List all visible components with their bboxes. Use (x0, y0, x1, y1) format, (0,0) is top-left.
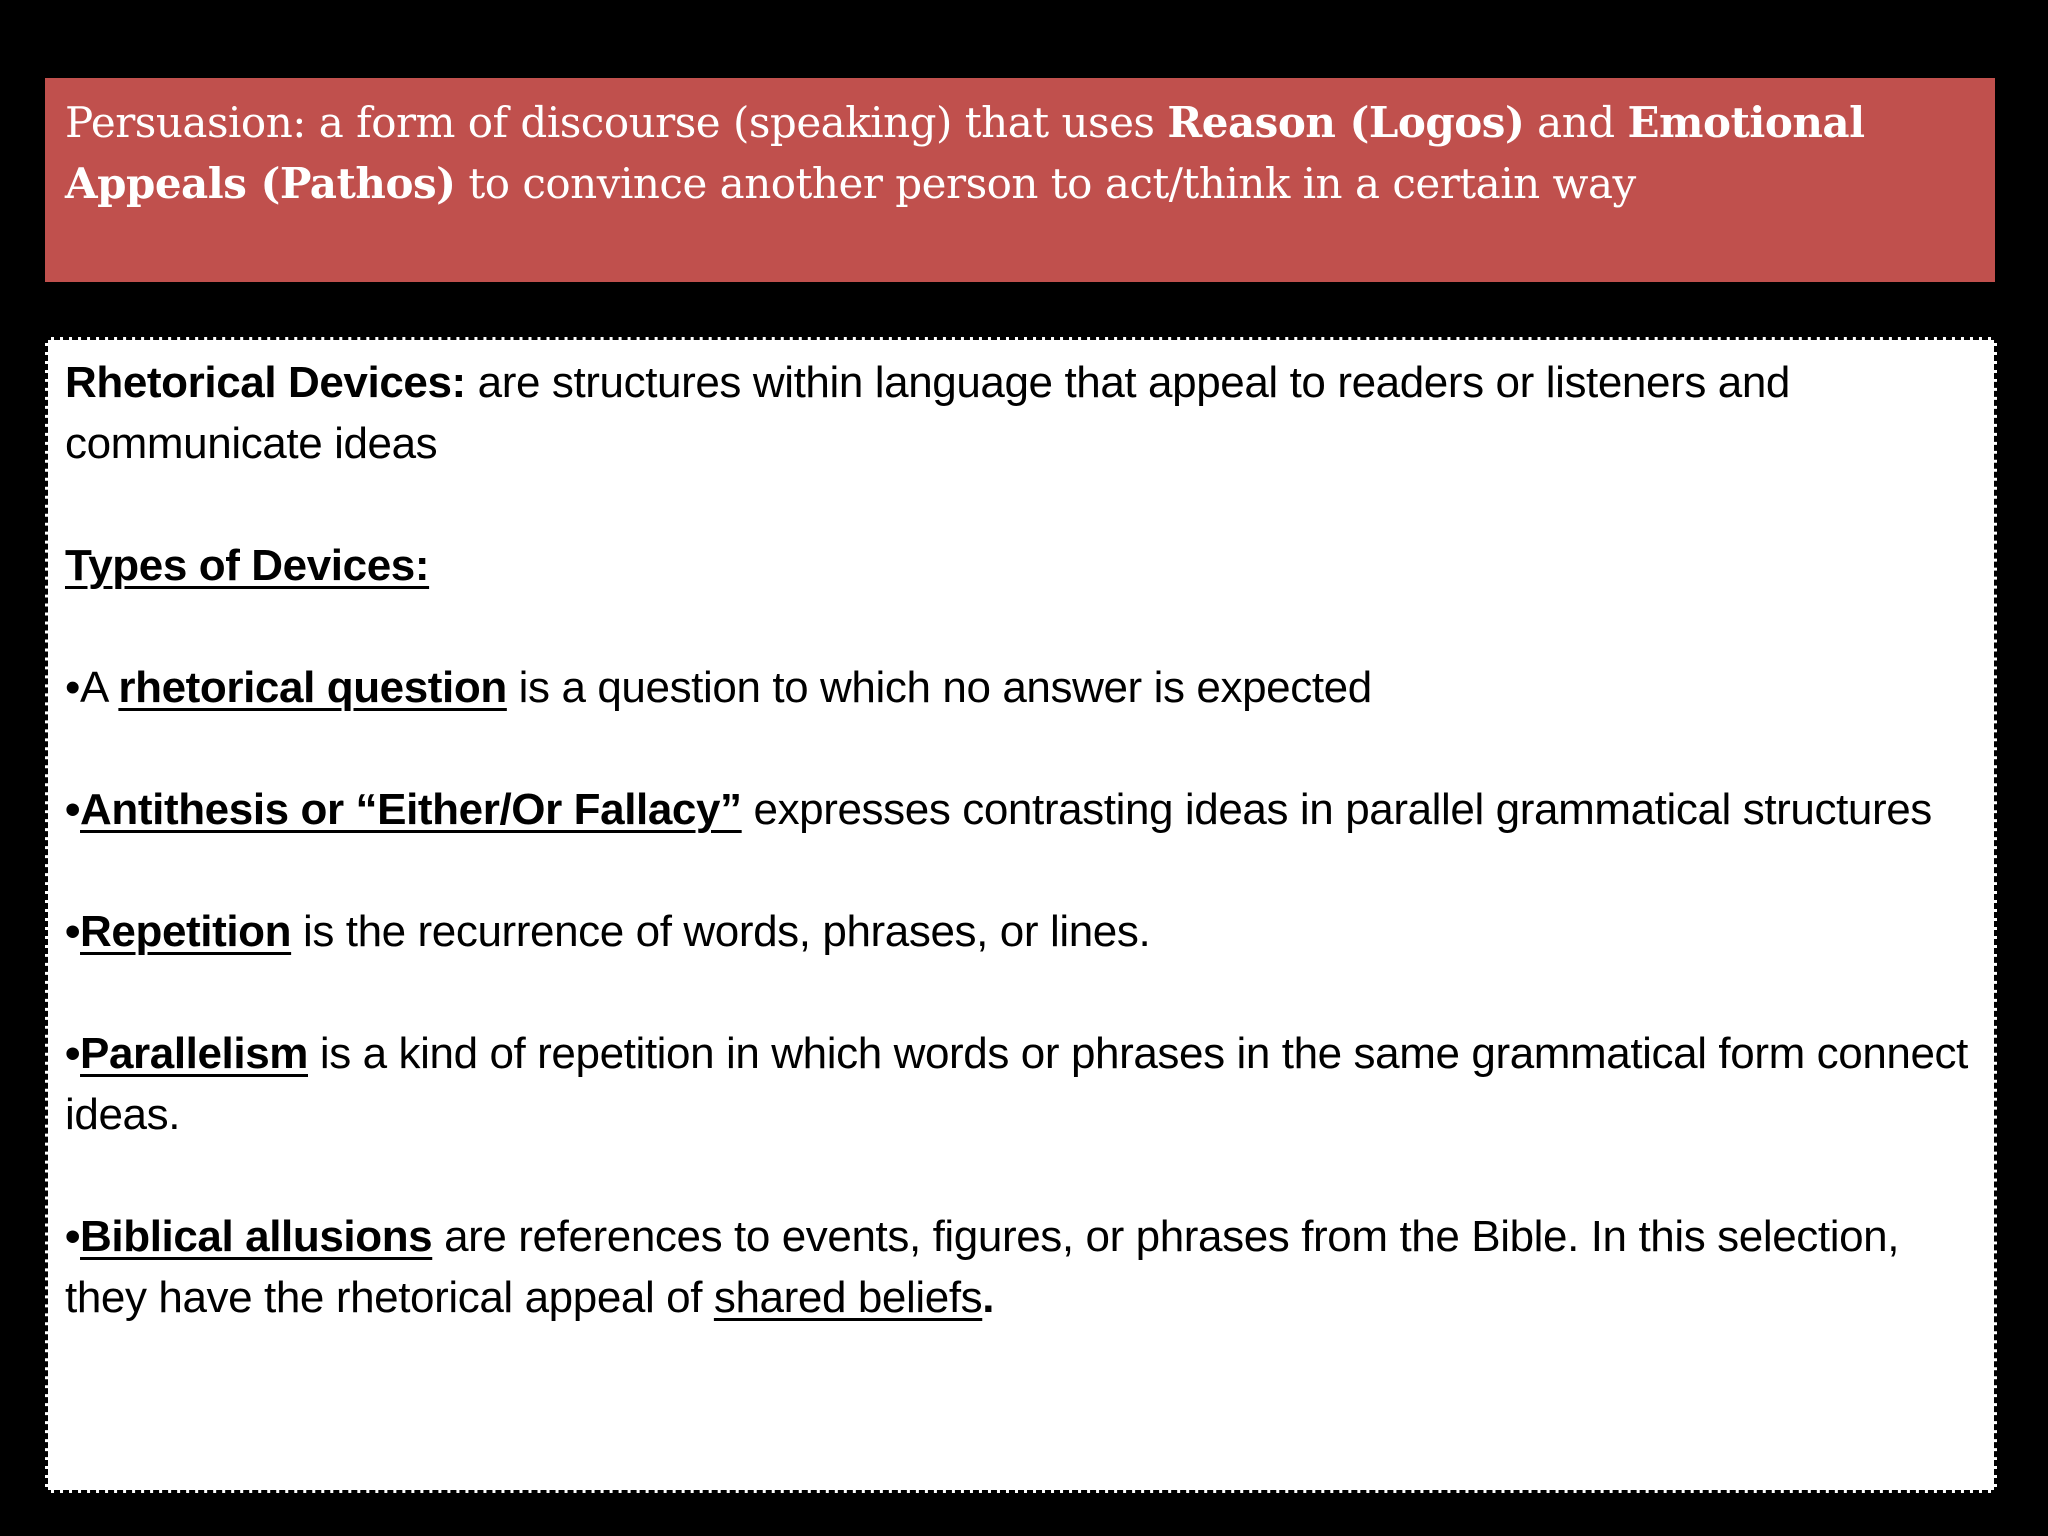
persuasion-definition (65, 92, 1975, 214)
banner-term-pathos: Emotional Appeals (Pathos) (65, 98, 1865, 208)
device-term: Repetition (80, 907, 292, 956)
types-heading-text: Types of Devices: (65, 541, 430, 590)
device-term: Biblical allusions (80, 1212, 433, 1261)
device-item (65, 657, 1977, 718)
device-item (65, 901, 1977, 962)
device-term: Antithesis or “Either/Or Fallacy” (80, 785, 742, 834)
device-text: are references to events, figures, or phrases from the Bible. In this selection, they have the rhetorical appeal of (65, 1212, 1900, 1322)
definition-text: are structures within language that appeal to readers or listeners and communicate ideas (65, 358, 1790, 468)
banner-mid: and (1524, 98, 1628, 147)
device-text: is a kind of repetition in which words or phrases in the same grammatical form connect ideas. (65, 1029, 1968, 1139)
banner-intro: Persuasion: a form of discourse (speaking) that uses (65, 98, 1168, 147)
device-term: Parallelism (80, 1029, 308, 1078)
device-term: rhetorical question (118, 663, 507, 712)
banner-term-logos: Reason (Logos) (1167, 98, 1525, 147)
device-item (65, 1023, 1977, 1145)
device-item (65, 1206, 1977, 1328)
shared-beliefs-phrase: shared beliefs (713, 1273, 983, 1322)
device-end: . (982, 1273, 995, 1322)
rhetorical-devices-definition (65, 352, 1977, 474)
types-heading (65, 535, 1977, 596)
definition-term: Rhetorical Devices: (65, 358, 466, 407)
bullet-glyph: • (65, 1029, 81, 1078)
banner-end: to convince another person to act/think in a certain way (455, 159, 1636, 208)
bullet-glyph: • (65, 663, 81, 712)
bullet-glyph: • (65, 785, 81, 834)
device-text: expresses contrasting ideas in parallel grammatical structures (741, 785, 1932, 834)
device-prefix: A (80, 663, 119, 712)
persuasion-banner (45, 78, 1995, 282)
bullet-glyph: • (65, 1212, 81, 1261)
rhetorical-devices-box (45, 337, 1997, 1493)
device-text: is the recurrence of words, phrases, or lines. (291, 907, 1151, 956)
device-text: is a question to which no answer is expected (506, 663, 1372, 712)
bullet-glyph: • (65, 907, 81, 956)
device-item (65, 779, 1977, 840)
